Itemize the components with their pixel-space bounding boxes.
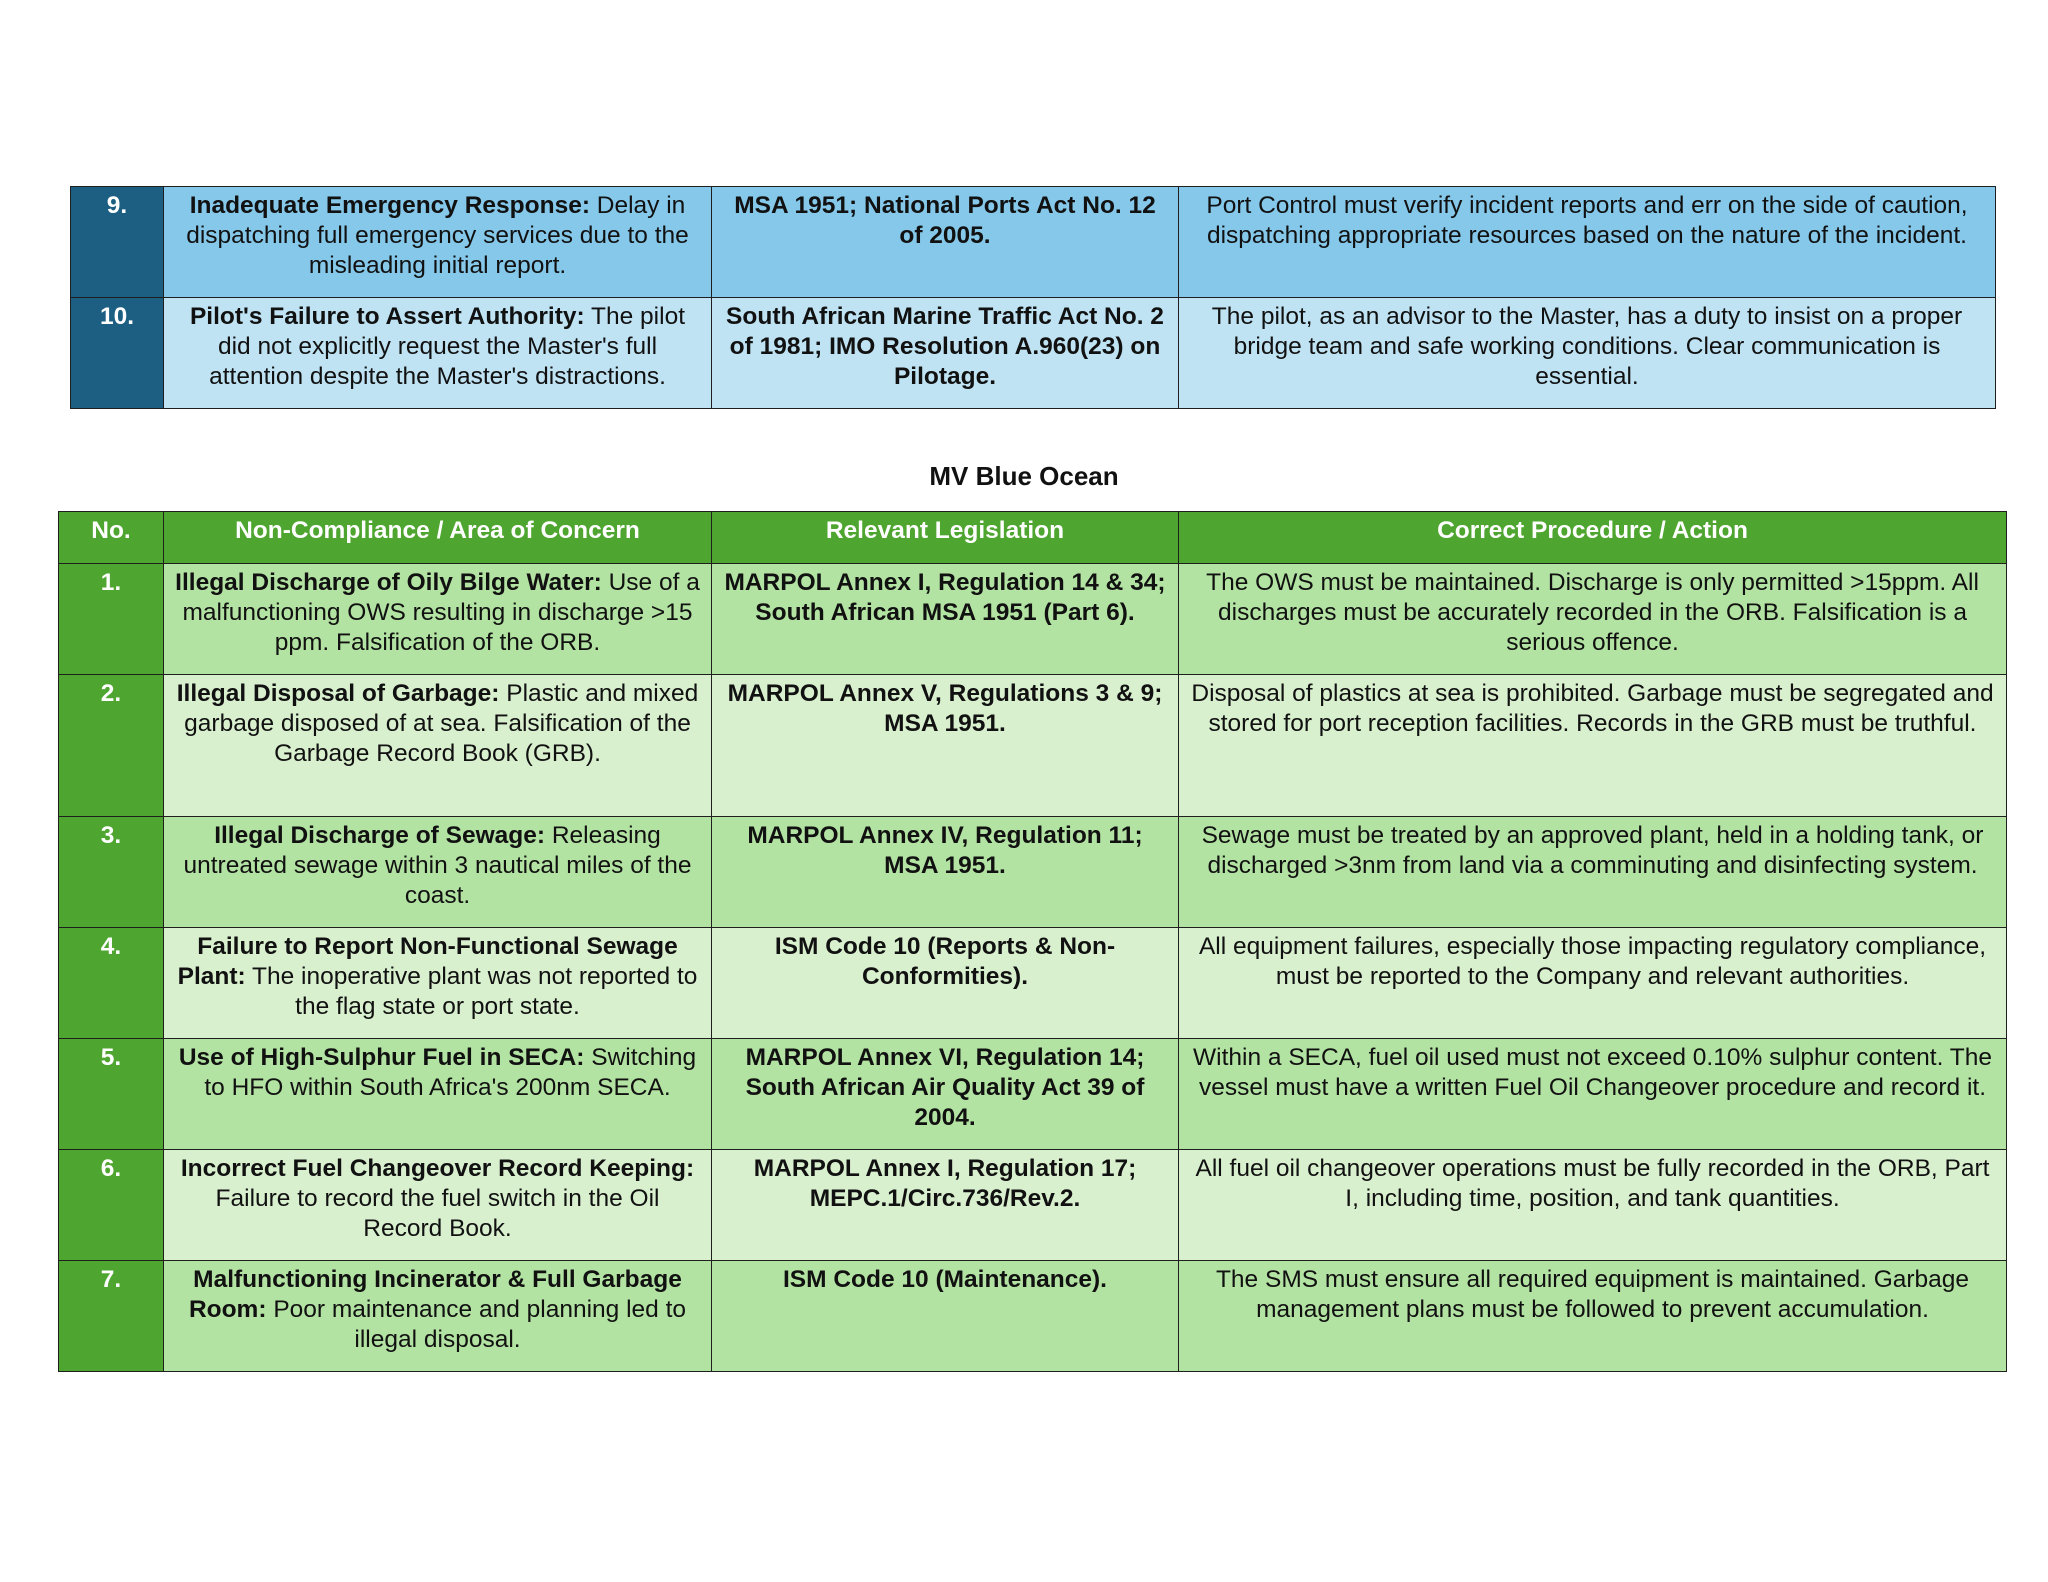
concern-title: Failure to Report Non-Functional Sewage Plant: <box>177 933 678 990</box>
table-row <box>59 1039 2007 1150</box>
legislation-cell: MARPOL Annex I, Regulation 17; MEPC.1/Circ.736/Rev.2. <box>712 1150 1179 1261</box>
concern-title: Inadequate Emergency Response: <box>189 192 590 219</box>
concern-text: Delay in dispatching full emergency services due to the misleading initial report. <box>186 192 689 279</box>
header-procedure: Correct Procedure / Action <box>1179 512 2007 564</box>
section-title: MV Blue Ocean <box>929 461 1119 491</box>
procedure-cell: Disposal of plastics at sea is prohibited. Garbage must be segregated and stored for port reception facilities. Records in the GRB must be truthful. <box>1179 675 2007 817</box>
table-row <box>59 817 2007 928</box>
concern-cell <box>164 187 712 298</box>
concern-text: Use of a malfunctioning OWS resulting in discharge >15 ppm. Falsification of the ORB. <box>182 569 700 656</box>
row-number: 2. <box>59 675 164 817</box>
legislation-cell: ISM Code 10 (Maintenance). <box>712 1261 1179 1372</box>
header-concern: Non-Compliance / Area of Concern <box>164 512 712 564</box>
row-number: 10. <box>71 298 164 409</box>
concern-text: The pilot did not explicitly request the Master's full attention despite the Master's distractions. <box>209 303 686 390</box>
concern-text: Switching to HFO within South Africa's 200nm SECA. <box>204 1044 697 1101</box>
procedure-cell: Port Control must verify incident reports and err on the side of caution, dispatching appropriate resources based on the nature of the incident. <box>1179 187 1996 298</box>
concern-text: Poor maintenance and planning led to illegal disposal. <box>266 1296 687 1353</box>
concern-title: Illegal Disposal of Garbage: <box>176 680 500 707</box>
table-row <box>59 928 2007 1039</box>
legislation-cell: ISM Code 10 (Reports & Non-Conformities). <box>712 928 1179 1039</box>
row-number: 5. <box>59 1039 164 1150</box>
procedure-cell: All equipment failures, especially those impacting regulatory compliance, must be reported to the Company and relevant authorities. <box>1179 928 2007 1039</box>
row-number: 6. <box>59 1150 164 1261</box>
concern-title: Incorrect Fuel Changeover Record Keeping: <box>180 1155 695 1182</box>
row-number: 9. <box>71 187 164 298</box>
concern-cell <box>164 675 712 817</box>
procedure-cell: All fuel oil changeover operations must be fully recorded in the ORB, Part I, including time, position, and tank quantities. <box>1179 1150 2007 1261</box>
legislation-cell: MSA 1951; National Ports Act No. 12 of 2005. <box>712 187 1179 298</box>
legislation-cell: MARPOL Annex IV, Regulation 11; MSA 1951. <box>712 817 1179 928</box>
concern-cell <box>164 1039 712 1150</box>
legislation-cell: MARPOL Annex I, Regulation 14 & 34; South African MSA 1951 (Part 6). <box>712 564 1179 675</box>
concern-title: Malfunctioning Incinerator & Full Garbage Room: <box>188 1266 682 1323</box>
previous-page-table <box>70 186 1996 409</box>
table-header-row <box>59 512 2007 564</box>
concern-text: Releasing untreated sewage within 3 nautical miles of the coast. <box>183 822 692 909</box>
row-number: 3. <box>59 817 164 928</box>
table-row <box>71 187 1996 298</box>
header-legislation: Relevant Legislation <box>712 512 1179 564</box>
concern-text: Failure to record the fuel switch in the Oil Record Book. <box>215 1185 660 1242</box>
concern-text: Plastic and mixed garbage disposed of at sea. Falsification of the Garbage Record Book (GRB). <box>184 680 699 767</box>
concern-cell <box>164 298 712 409</box>
concern-cell <box>164 928 712 1039</box>
concern-cell <box>164 1150 712 1261</box>
legislation-cell: South African Marine Traffic Act No. 2 of 1981; IMO Resolution A.960(23) on Pilotage. <box>712 298 1179 409</box>
table-row <box>59 1150 2007 1261</box>
legislation-cell: MARPOL Annex V, Regulations 3 & 9; MSA 1951. <box>712 675 1179 817</box>
concern-cell <box>164 564 712 675</box>
concern-cell <box>164 817 712 928</box>
table-row <box>59 1261 2007 1372</box>
concern-text: The inoperative plant was not reported to the flag state or port state. <box>245 963 698 1020</box>
concern-title: Illegal Discharge of Oily Bilge Water: <box>175 569 602 596</box>
procedure-cell: Within a SECA, fuel oil used must not exceed 0.10% sulphur content. The vessel must have a written Fuel Oil Changeover procedure and record it. <box>1179 1039 2007 1150</box>
procedure-cell: The OWS must be maintained. Discharge is only permitted >15ppm. All discharges must be accurately recorded in the ORB. Falsification is a serious offence. <box>1179 564 2007 675</box>
procedure-cell: Sewage must be treated by an approved plant, held in a holding tank, or discharged >3nm from land via a comminuting and disinfecting system. <box>1179 817 2007 928</box>
header-no: No. <box>59 512 164 564</box>
concern-title: Illegal Discharge of Sewage: <box>214 822 546 849</box>
table-row <box>59 675 2007 817</box>
table-row <box>71 298 1996 409</box>
row-number: 1. <box>59 564 164 675</box>
table-row <box>59 564 2007 675</box>
legislation-cell: MARPOL Annex VI, Regulation 14; South African Air Quality Act 39 of 2004. <box>712 1039 1179 1150</box>
concern-title: Pilot's Failure to Assert Authority: <box>189 303 585 330</box>
row-number: 7. <box>59 1261 164 1372</box>
concern-title: Use of High-Sulphur Fuel in SECA: <box>178 1044 585 1071</box>
row-number: 4. <box>59 928 164 1039</box>
compliance-table <box>58 511 2007 1372</box>
concern-cell <box>164 1261 712 1372</box>
procedure-cell: The pilot, as an advisor to the Master, has a duty to insist on a proper bridge team and safe working conditions. Clear communication is essential. <box>1179 298 1996 409</box>
procedure-cell: The SMS must ensure all required equipment is maintained. Garbage management plans must be followed to prevent accumulation. <box>1179 1261 2007 1372</box>
